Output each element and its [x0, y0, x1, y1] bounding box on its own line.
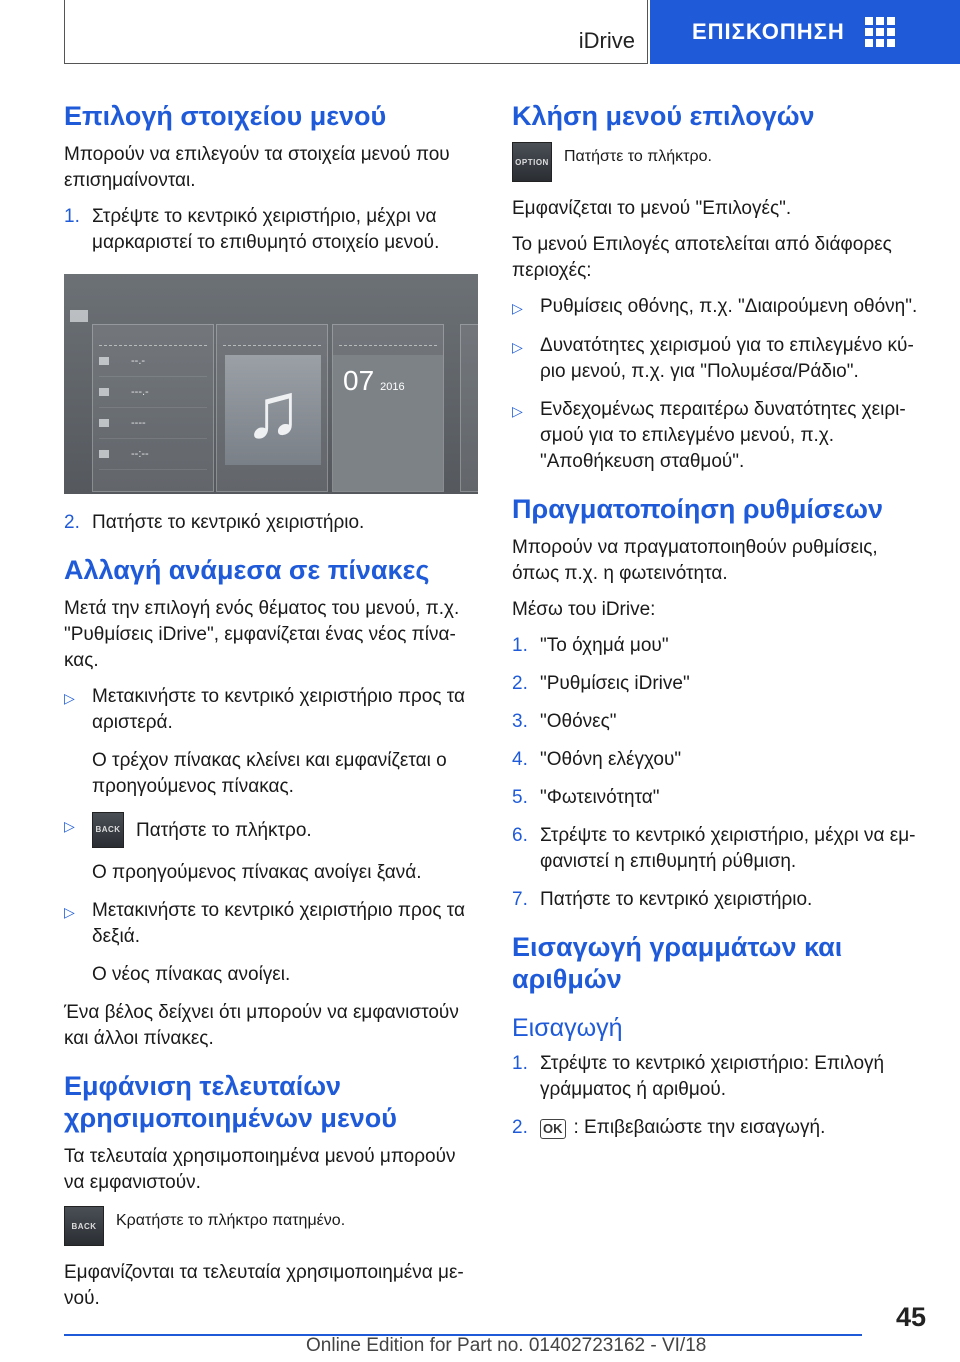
back-key-icon: BACK	[92, 812, 124, 848]
list-item	[512, 709, 924, 735]
triangle-bullet-icon: ▷	[512, 300, 523, 316]
header-section: iDrive	[578, 28, 635, 53]
step-number: 4.	[512, 749, 528, 770]
section-title: Κλήση μενού επιλογών	[512, 101, 815, 131]
list-item	[512, 1115, 924, 1141]
step-text: "Οθόνες"	[540, 711, 617, 732]
list-item	[512, 633, 924, 659]
list-item	[64, 204, 476, 256]
section-title: Αλλαγή ανάμεσα σε πίνακες	[64, 555, 430, 585]
paragraph: Μετά την επιλογή ενός θέματος του μενού, π.χ. "Ρυθμίσεις iDrive", εμφανίζεται ένας νέος πίνα‐κας.	[64, 598, 460, 671]
value-text: --.-	[131, 355, 146, 367]
clock-icon	[99, 450, 109, 458]
left-column	[64, 100, 476, 1322]
header-chapter-tab[interactable]	[650, 0, 960, 64]
key-text: Πατήστε το πλήκτρο.	[564, 148, 712, 165]
list-item	[64, 812, 476, 848]
list-item	[512, 397, 924, 475]
list-item	[512, 887, 924, 913]
range-icon	[99, 419, 109, 427]
section-title: Εμφάνιση τελευταίων χρησιμοποιημένων μενού	[64, 1071, 397, 1133]
step-text: Πατήστε το κεντρικό χειριστήριο.	[540, 889, 813, 910]
bullet-text: Ενδεχομένως περαιτέρω δυνατότητες χειρι‐σμού για το επιλεγμένο μενού, π.χ. "Αποθήκευση σταθμού".	[540, 399, 906, 472]
bullet-text: Δυνατότητες χειρισμού για το επιλεγμένο κύ‐ριο μενού, π.χ. για "Πολυμέσα/Ράδιο".	[540, 335, 914, 382]
paragraph: Μπορούν να επιλεγούν τα στοιχεία μενού που επισημαίνονται.	[64, 144, 450, 191]
screen-panel	[92, 324, 214, 492]
step-text: "Φωτεινότητα"	[540, 787, 660, 808]
step-text: Στρέψτε το κεντρικό χειριστήριο: Επιλογή γράμματος ή αριθμού.	[540, 1053, 885, 1100]
step-text: Πατήστε το κεντρικό χειριστήριο.	[92, 512, 365, 533]
list-item	[512, 671, 924, 697]
paragraph: Μέσω του iDrive:	[512, 599, 656, 620]
paragraph: Τα τελευταία χρησιμοποιημένα μενού μπορούν να εμφανιστούν.	[64, 1146, 456, 1193]
triangle-bullet-icon: ▷	[512, 403, 523, 419]
list-item	[512, 294, 924, 321]
step-number: 1.	[512, 1053, 528, 1074]
step-text: "Το όχημά μου"	[540, 635, 669, 656]
step-text: Στρέψτε το κεντρικό χειριστήριο, μέχρι να μαρκαριστεί το επιθυμητό στοιχείο μενού.	[92, 206, 440, 253]
step-number: 3.	[512, 711, 528, 732]
grid-icon	[865, 17, 895, 47]
option-key-icon: OPTION	[512, 142, 552, 182]
list-item	[64, 684, 476, 736]
section-title: Πραγματοποίηση ρυθμίσεων	[512, 494, 883, 524]
right-column	[512, 100, 924, 1153]
step-number: 2.	[64, 512, 80, 533]
step-number: 6.	[512, 825, 528, 846]
value-text: ---.-	[131, 386, 149, 398]
key-text: Κρατήστε το πλήκτρο πατημένο.	[116, 1212, 346, 1229]
step-text: Στρέψτε το κεντρικό χειριστήριο, μέχρι να εμ‐φανιστεί η επιθυμητή ρύθμιση.	[540, 825, 916, 872]
gauge-icon	[99, 388, 109, 396]
paragraph: Ο προηγούμενος πίνακας ανοίγει ξανά.	[92, 862, 422, 883]
bullet-text: Μετακινήστε το κεντρικό χειριστήριο προς τα δεξιά.	[92, 900, 465, 947]
step-number: 1.	[64, 206, 80, 227]
paragraph: Εμφανίζονται τα τελευταία χρησιμοποιημένα με‐νού.	[64, 1262, 464, 1309]
paragraph: Μπορούν να πραγματοποιηθούν ρυθμίσεις, όπως π.χ. η φωτεινότητα.	[512, 537, 878, 584]
key-instruction	[512, 142, 924, 182]
list-item	[512, 785, 924, 811]
step-number: 1.	[512, 635, 528, 656]
step-text: "Ρυθμίσεις iDrive"	[540, 673, 690, 694]
back-key-icon: BACK	[64, 1206, 104, 1246]
menu-icon	[70, 310, 88, 322]
triangle-bullet-icon: ▷	[512, 339, 523, 355]
triangle-bullet-icon: ▷	[64, 904, 75, 920]
list-item	[64, 510, 476, 536]
step-number: 2.	[512, 673, 528, 694]
idrive-screen-image	[64, 274, 478, 494]
subsection-title: Εισαγωγή	[512, 1014, 623, 1042]
screen-panel-phone	[332, 324, 444, 492]
step-text: : Επιβεβαιώστε την εισαγωγή.	[573, 1117, 826, 1138]
bullet-text: Μετακινήστε το κεντρικό χειριστήριο προς τα αριστερά.	[92, 686, 465, 733]
list-item	[512, 1051, 924, 1103]
section-title: Επιλογή στοιχείου μενού	[64, 101, 387, 131]
step-text: "Οθόνη ελέγχου"	[540, 749, 682, 770]
paragraph: Ο τρέχον πίνακας κλείνει και εμφανίζεται ο προηγούμενος πίνακας.	[92, 750, 447, 797]
paragraph: Εμφανίζεται το μενού "Επιλογές".	[512, 198, 792, 219]
screen-panel-partial	[460, 324, 478, 492]
footer-edition: Online Edition for Part no. 01402723162 - VI/18	[306, 1335, 707, 1356]
ok-key-icon: OK	[540, 1119, 566, 1139]
paragraph: Ένα βέλος δείχνει ότι μπορούν να εμφανιστούν και άλλοι πίνακες.	[64, 1002, 459, 1049]
list-item	[512, 333, 924, 385]
step-number: 2.	[512, 1117, 528, 1138]
bullet-text: Ρυθμίσεις οθόνης, π.χ. "Διαιρούμενη οθόνη".	[540, 296, 918, 317]
step-text-row	[540, 1115, 924, 1141]
triangle-bullet-icon: ▷	[64, 818, 75, 834]
value-text: ----	[131, 417, 146, 429]
date-display: 07 2016	[343, 365, 405, 396]
list-item	[512, 823, 924, 875]
screen-panel-media	[216, 324, 328, 492]
step-number: 5.	[512, 787, 528, 808]
value-text: --:--	[131, 448, 149, 460]
bullet-text: Πατήστε το πλήκτρο.	[136, 820, 312, 841]
fuel-icon	[99, 357, 109, 365]
step-number: 7.	[512, 889, 528, 910]
paragraph: Το μενού Επιλογές αποτελείται από διάφορες περιοχές:	[512, 234, 892, 281]
paragraph: Ο νέος πίνακας ανοίγει.	[92, 964, 291, 985]
list-item	[512, 747, 924, 773]
header-chapter: ΕΠΙΣΚΟΠΗΣΗ	[692, 19, 845, 44]
page-number: 45	[895, 1302, 926, 1332]
list-item	[64, 898, 476, 950]
triangle-bullet-icon: ▷	[64, 690, 75, 706]
section-title: Εισαγωγή γραμμάτων και αριθμών	[512, 932, 843, 994]
music-note-icon: ♫	[225, 355, 321, 465]
header-frame	[64, 0, 648, 64]
key-instruction	[64, 1206, 476, 1246]
